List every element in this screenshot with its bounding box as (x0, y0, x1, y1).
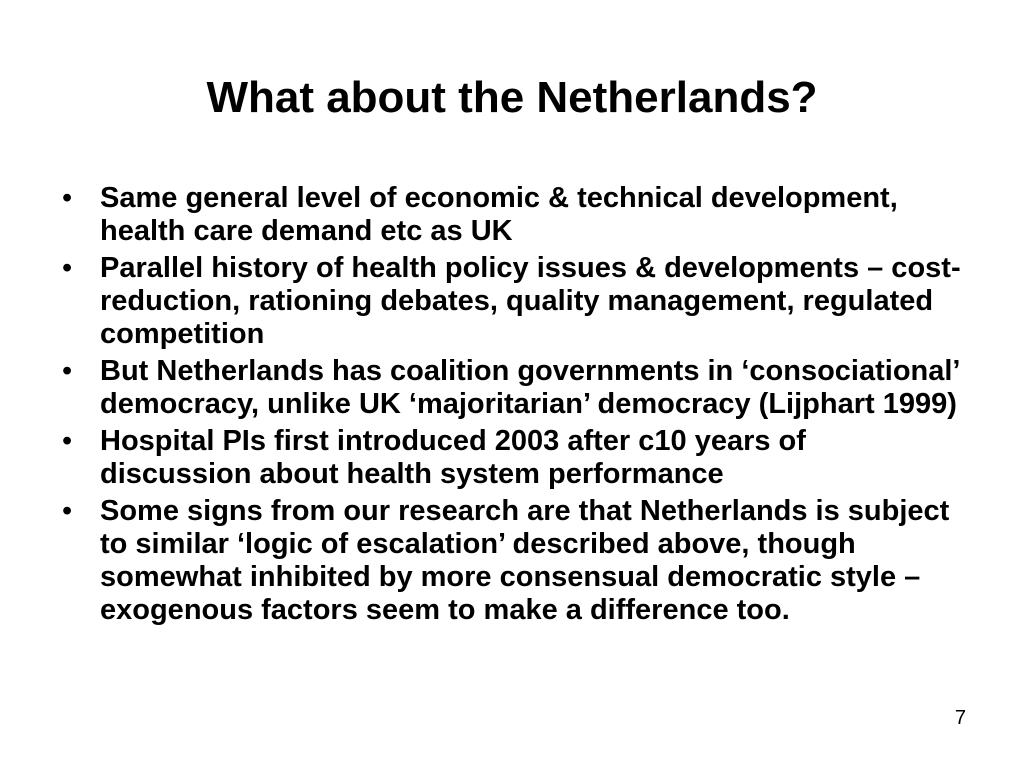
bullet-item (62, 355, 962, 421)
bullet-text: But Netherlands has coalition governments in ‘consociational’ democracy, unlike UK ‘majoritarian’ democracy (Lijphart 1999) (100, 355, 959, 420)
bullet-list (62, 182, 962, 631)
bullet-text: Hospital PIs first introduced 2003 after c10 years of discussion about health system performance (100, 425, 806, 490)
slide-title: What about the Netherlands? (206, 73, 818, 122)
bullet-icon: • (62, 355, 73, 387)
bullet-text: Some signs from our research are that Netherlands is subject to similar ‘logic of escalation’ described above, though somewhat inhibited by more consensual democratic style – exogenous factors seem to make a difference too. (100, 495, 950, 626)
bullet-icon: • (62, 252, 73, 284)
page-number: 7 (954, 707, 966, 729)
bullet-item (62, 252, 962, 351)
bullet-icon: • (62, 182, 73, 214)
bullet-icon: • (62, 425, 73, 457)
bullet-item (62, 495, 962, 627)
bullet-icon: • (62, 495, 73, 527)
bullet-text: Same general level of economic & technical development, health care demand etc as UK (100, 182, 898, 247)
bullet-item (62, 425, 962, 491)
bullet-text: Parallel history of health policy issues & developments – cost-reduction, rationing debates, quality management, regulated competition (100, 252, 961, 350)
bullet-item (62, 182, 962, 248)
